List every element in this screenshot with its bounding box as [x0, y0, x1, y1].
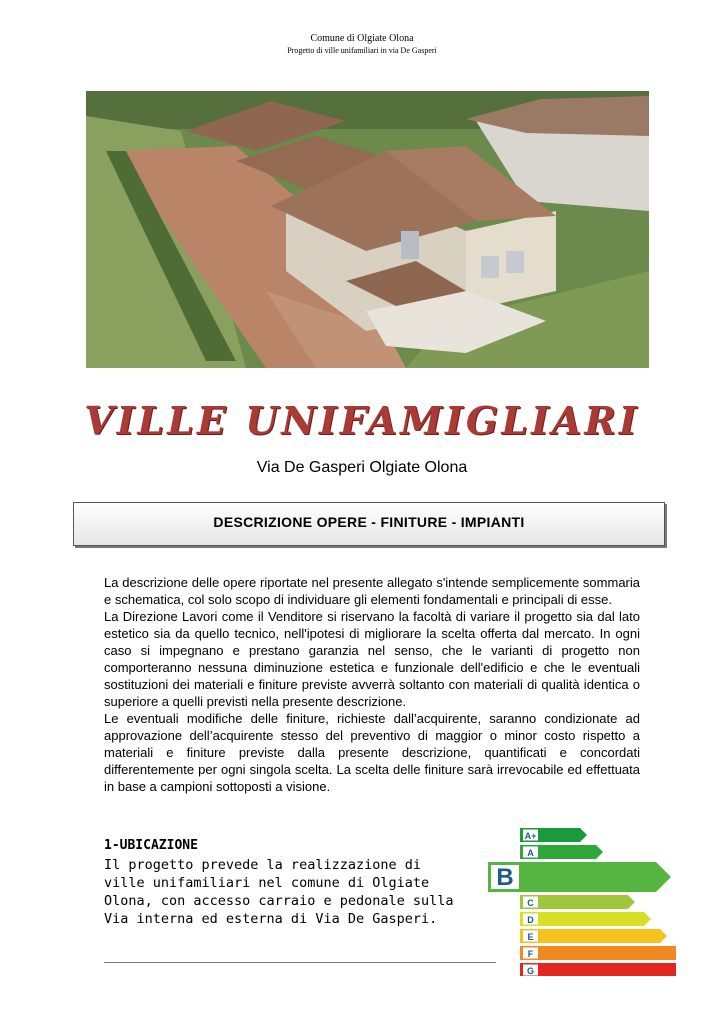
paragraph: Le eventuali modifiche delle finiture, richieste dall’acquirente, saranno condizionate ad approvazione dell’acquirente stesso del preventivo di maggior o minor costo rispetto a materiali e finiture previste dalla presente descrizione, quantificati e concordati differentemente per ogni singola scelta. La scelta delle finiture sarà irrevocabile ed effettuata in base a campioni sottoposti a visione. — [104, 711, 640, 794]
energy-class-aplus — [520, 828, 587, 842]
energy-arrow — [520, 929, 667, 943]
energy-class-label: D — [527, 915, 534, 925]
energy-class-label: G — [526, 966, 535, 976]
footer-rule — [104, 962, 496, 963]
energy-class-f — [520, 946, 676, 960]
section-body: Il progetto prevede la realizzazione di ville unifamiliari nel comune di Olgiate Olona, con accesso carraio e pedonale sulla Via interna ed esterna di Via De Gasperi. — [104, 857, 454, 927]
energy-class-d — [520, 912, 651, 926]
villa-rendering-image — [86, 91, 649, 368]
page-title: VILLE UNIFAMIGLIARI — [84, 398, 640, 443]
energy-class-label: C — [527, 898, 534, 908]
villa-door — [401, 231, 419, 259]
section-heading: 1-UBICAZIONE — [104, 838, 198, 853]
header-project: Progetto di ville unifamiliari in via De Gasperi — [287, 46, 437, 55]
energy-arrow — [520, 946, 676, 960]
paragraph: La Direzione Lavori come il Venditore si riservano la facoltà di variare il progetto sia dal lato estetico sia da quello tecnico, nell'ipotesi di migliorare la scelta offerta dal mercato. In ogni caso si impegnano e prestano garanzia nel senso, che le varianti di progetto non comporteranno nessuna diminuzione estetica e funzionale dell'edificio e che le eventuali sostituzioni dei materiali e finiture previste avverrà soltanto con materiali di qualità identica o superiore a quelli previsti nella presente descrizione. — [104, 609, 640, 709]
description-text — [104, 574, 640, 795]
villa-window — [506, 251, 524, 273]
section-banner-text: DESCRIZIONE OPERE - FINITURE - IMPIANTI — [213, 514, 525, 530]
energy-class-b — [488, 862, 671, 892]
energy-arrow — [520, 963, 676, 976]
paragraph: La descrizione delle opere riportate nel presente allegato s'intende semplicemente sommaria e schematica, col solo scopo di individuare gli elementi fondamentali e principali di esse. — [104, 575, 640, 607]
energy-class-label: B — [496, 864, 514, 891]
energy-class-g — [520, 963, 676, 976]
section-banner — [73, 502, 665, 546]
energy-class-a — [520, 845, 603, 859]
energy-class-label: A — [527, 848, 534, 858]
energy-arrow — [520, 912, 651, 926]
energy-class-label: A+ — [524, 831, 537, 841]
energy-class-e — [520, 929, 667, 943]
energy-class-c — [520, 895, 635, 909]
villa-window — [481, 256, 499, 278]
energy-class-label: E — [527, 932, 534, 942]
header-town: Comune di Olgiate Olona — [310, 33, 414, 44]
energy-class-label: F — [527, 949, 534, 959]
page-subtitle: Via De Gasperi Olgiate Olona — [256, 459, 468, 476]
energy-class-chart — [486, 826, 676, 976]
